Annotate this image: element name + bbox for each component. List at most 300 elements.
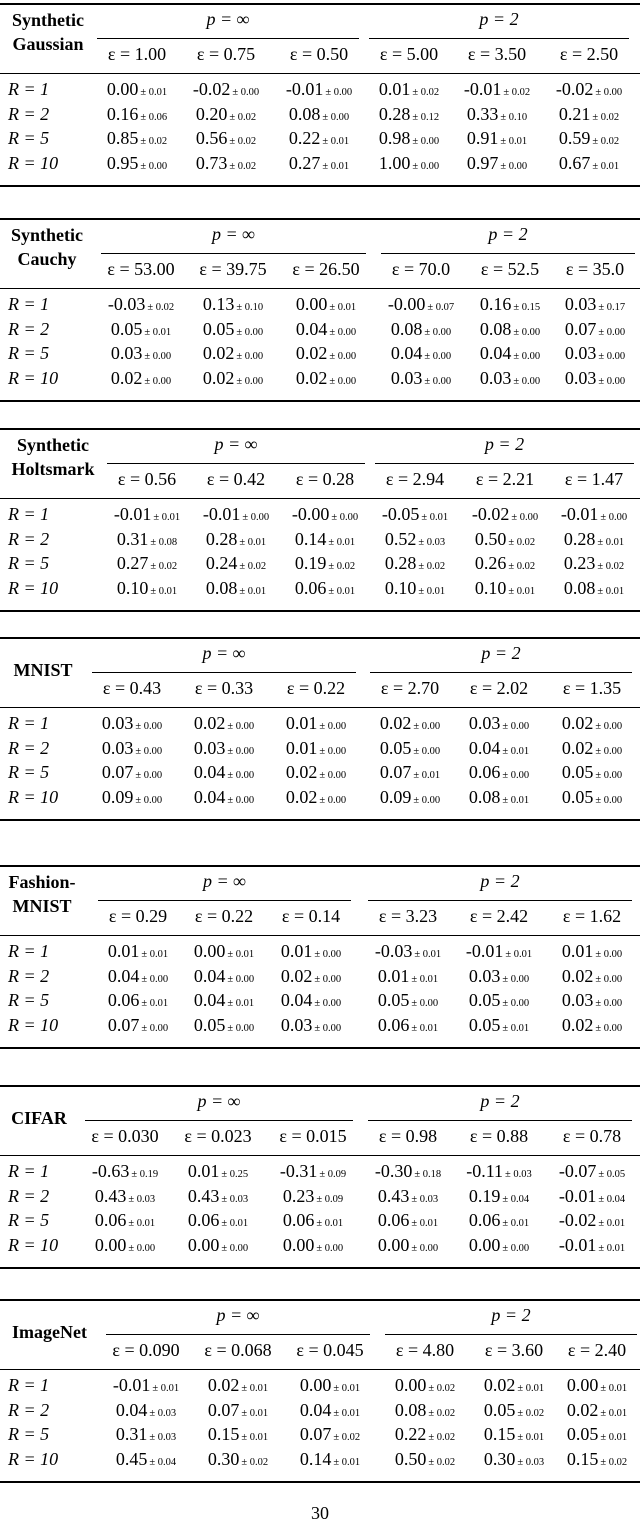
table-cell [283,1235,343,1256]
cell-mean: 0.02 [202,367,235,388]
table-cell [379,153,439,174]
cell-mean: 0.50 [394,1448,427,1469]
cell-mean: -0.07 [558,1161,597,1181]
cell-mean: -0.11 [466,1161,504,1181]
cell-mean: 0.03 [561,990,594,1010]
table-cell [108,1015,168,1036]
cell-mean: 0.02 [566,1399,599,1420]
cell-std: ± 0.15 [513,302,541,313]
table-cell [391,343,451,364]
cell-std: ± 0.01 [153,512,181,523]
cell-std: ± 0.02 [517,1407,545,1419]
cell-std: ± 0.02 [600,1456,628,1468]
cell-mean: -0.01 [112,1375,151,1395]
cell-mean: 0.05 [202,318,235,339]
cell-mean: 0.31 [116,528,149,549]
table-cell [475,553,535,574]
cell-std: ± 0.01 [316,1218,344,1229]
table-cell [469,1015,529,1036]
table-cell [188,1235,248,1256]
epsilon-header: ε = 0.22 [194,906,254,926]
cell-mean: -0.01 [558,1185,597,1206]
header-rule [0,288,640,289]
cell-mean: 0.02 [561,965,594,986]
cell-std: ± 0.04 [598,1193,626,1205]
table-cell [194,1015,254,1036]
cell-mean: 0.50 [474,528,507,549]
cell-mean: 0.05 [561,762,594,782]
table-cell [562,1015,622,1036]
table-cell [562,713,622,734]
group-rule-p-2 [381,253,635,254]
table-cell [194,990,254,1011]
cell-std: ± 0.25 [221,1169,249,1180]
cell-mean: 0.30 [483,1448,516,1469]
cell-std: ± 0.05 [598,1169,626,1180]
table-cell [467,153,527,174]
top-rule [0,218,640,220]
cell-mean: 0.00 [299,1375,332,1395]
table-cell [117,553,177,574]
table-cell [480,294,540,315]
cell-mean: 0.07 [207,1399,240,1420]
cell-std: ± 0.18 [414,1169,442,1180]
epsilon-header: ε = 0.22 [286,678,346,698]
cell-std: ± 0.01 [502,1218,530,1229]
table-cell [467,104,527,125]
table-cell [117,529,177,550]
cell-mean: 0.06 [107,990,140,1010]
cell-mean: 0.03 [110,343,143,363]
cell-mean: 0.08 [394,1399,427,1420]
table-cell [559,128,619,149]
table-cell [295,578,355,599]
table-cell [466,941,532,962]
group-rule-p-2 [368,1120,632,1121]
cell-std: ± 0.02 [597,561,625,572]
table-cell [281,1015,341,1036]
cell-std: ± 0.10 [236,302,264,313]
cell-std: ± 0.00 [600,512,628,523]
cell-std: ± 0.00 [329,326,357,338]
group-rule-p-inf [107,463,365,464]
cell-std: ± 0.03 [418,536,446,548]
cell-std: ± 0.01 [144,326,172,338]
group-rule-p-2 [369,38,629,39]
cell-std: ± 0.00 [598,326,626,338]
cell-std: ± 0.00 [236,326,264,338]
table-cell [111,319,171,340]
cell-mean: 0.05 [468,990,501,1010]
cell-std: ± 0.01 [141,949,169,960]
group-label-p-2: p = 2 [480,1091,520,1111]
cell-std: ± 0.01 [322,160,350,172]
cell-mean: -0.02 [192,79,231,99]
row-label: R = 2 [8,103,50,124]
cell-std: ± 0.01 [241,1407,269,1419]
cell-mean: 0.03 [564,343,597,363]
group-label-p-2: p = 2 [484,434,525,454]
cell-std: ± 0.00 [595,949,623,960]
table-cell [378,966,438,987]
dataset-name-line: Cauchy [17,249,77,269]
table-cell [559,1186,625,1207]
cell-std: ± 0.01 [505,949,533,960]
cell-mean: 0.04 [193,762,226,782]
table-cell [375,941,441,962]
cell-std: ± 0.00 [513,375,541,387]
table-cell [567,1400,627,1421]
table-cell [280,1161,346,1182]
cell-std: ± 0.01 [322,136,350,147]
table-cell [295,529,355,550]
cell-std: ± 0.00 [511,512,539,523]
cell-mean: 0.02 [193,713,226,733]
cell-std: ± 0.00 [595,1022,623,1034]
epsilon-header: ε = 1.35 [562,678,622,698]
cell-mean: 0.19 [294,553,327,573]
epsilon-header: ε = 70.0 [391,259,451,279]
table-cell [380,787,440,808]
table-cell [203,319,263,340]
cell-mean: 0.04 [479,343,512,363]
bottom-rule [0,1267,640,1269]
table-cell [295,553,355,574]
epsilon-header: ε = 0.78 [562,1126,622,1146]
cell-mean: 0.05 [483,1399,516,1420]
cell-std: ± 0.00 [502,973,530,985]
cell-std: ± 0.02 [333,1432,361,1443]
table-cell [378,1186,438,1207]
table-cell [102,787,162,808]
cell-std: ± 0.01 [333,1407,361,1419]
table-cell [116,1400,176,1421]
cell-std: ± 0.00 [413,745,441,757]
table-cell [567,1375,627,1396]
cell-std: ± 0.07 [427,302,455,313]
cell-mean: 0.08 [390,318,423,339]
cell-mean: 0.07 [379,762,412,782]
cell-mean: 0.52 [384,528,417,549]
cell-std: ± 0.01 [600,1383,628,1394]
cell-std: ± 0.00 [236,351,264,362]
table-cell [95,1210,155,1231]
table-cell [559,1161,625,1182]
cell-std: ± 0.00 [411,1242,439,1254]
cell-mean: -0.01 [560,504,599,524]
epsilon-header: ε = 1.62 [562,906,622,926]
cell-std: ± 0.03 [128,1193,156,1205]
table-cell [281,966,341,987]
cell-std: ± 0.00 [502,721,530,732]
cell-mean: 0.09 [379,786,412,807]
cell-mean: 0.04 [390,343,423,363]
dataset-name-line: Holtsmark [11,459,95,479]
cell-mean: 0.13 [202,294,235,314]
cell-mean: 0.02 [483,1375,516,1395]
cell-mean: 0.05 [110,318,143,339]
cell-mean: 0.56 [195,128,228,148]
group-label-p-inf: p = ∞ [214,434,258,454]
row-label: R = 2 [8,1185,50,1206]
epsilon-header: ε = 3.60 [484,1340,544,1360]
cell-mean: 0.08 [479,318,512,339]
cell-std: ± 0.00 [412,136,440,147]
cell-std: ± 0.00 [595,87,623,98]
table-cell [95,1186,155,1207]
table-cell [300,1449,360,1470]
cell-mean: 0.00 [295,294,328,314]
cell-mean: 0.22 [394,1424,427,1444]
bottom-rule [0,1047,640,1049]
cell-std: ± 0.03 [411,1193,439,1205]
cell-std: ± 0.00 [595,770,623,781]
group-rule-p-inf [98,900,351,901]
table-cell [188,1186,248,1207]
cell-std: ± 0.00 [227,721,255,732]
table-cell [206,529,266,550]
cell-mean: 0.08 [288,103,321,124]
results-table [0,428,640,614]
table-cell [466,1161,532,1182]
cell-std: ± 0.01 [411,1022,439,1034]
table-cell [281,990,341,1011]
table-cell [375,1161,441,1182]
cell-std: ± 0.03 [149,1432,177,1443]
table-cell [296,294,356,315]
cell-std: ± 0.09 [319,1169,347,1180]
cell-mean: -0.03 [374,941,413,961]
table-cell [475,529,535,550]
results-table [0,865,640,1051]
top-rule [0,637,640,639]
table-cell [196,128,256,149]
table-cell [296,343,356,364]
table-cell [395,1424,455,1445]
table-cell [567,1424,627,1445]
cell-std: ± 0.00 [329,351,357,362]
row-label: R = 1 [8,713,50,733]
dataset-name [7,433,99,481]
cell-std: ± 0.02 [229,136,257,147]
cell-std: ± 0.01 [502,1022,530,1034]
cell-mean: 0.04 [107,965,140,986]
group-label-p-2: p = 2 [479,9,519,29]
table-cell [388,294,454,315]
cell-mean: 0.03 [468,965,501,986]
table-cell [95,1235,155,1256]
cell-mean: 0.02 [379,713,412,733]
dataset-name-line: MNIST [12,896,72,916]
cell-mean: -0.01 [463,79,502,99]
cell-std: ± 0.17 [598,302,626,313]
cell-std: ± 0.01 [597,536,625,548]
dataset-name-line: CIFAR [11,1108,67,1128]
cell-std: ± 0.00 [413,794,441,806]
cell-std: ± 0.00 [412,160,440,172]
table-cell [208,1424,268,1445]
table-cell [379,104,439,125]
row-label: R = 2 [8,965,50,986]
cell-std: ± 0.01 [328,585,356,597]
table-cell [194,762,254,783]
epsilon-header: ε = 0.33 [194,678,254,698]
table-cell [469,1210,529,1231]
table-cell [102,738,162,759]
table-cell [378,1015,438,1036]
cell-mean: 0.06 [94,1210,127,1230]
cell-std: ± 0.02 [328,561,356,572]
cell-mean: 0.19 [468,1185,501,1206]
table-cell [194,713,254,734]
dataset-name [7,1320,92,1344]
epsilon-header: ε = 0.068 [204,1340,272,1360]
results-table [0,1085,640,1271]
cell-mean: 0.01 [187,1161,220,1181]
table-cell [286,762,346,783]
epsilon-header: ε = 0.50 [289,44,349,64]
table-cell [286,738,346,759]
table-cell [117,578,177,599]
table-cell [281,941,341,962]
group-rule-p-2 [375,463,634,464]
epsilon-header: ε = 53.00 [107,259,175,279]
cell-mean: 0.03 [479,367,512,388]
cell-std: ± 0.00 [314,998,342,1009]
cell-std: ± 0.03 [505,1169,532,1180]
cell-mean: 0.30 [207,1448,240,1469]
row-label: R = 10 [8,1234,59,1255]
cell-mean: 0.27 [288,152,321,173]
table-cell [469,990,529,1011]
page-number: 30 [311,1503,329,1523]
cell-mean: 1.00 [378,152,411,173]
row-label: R = 5 [8,1210,50,1230]
table-cell [380,713,440,734]
cell-mean: 0.04 [468,737,501,758]
cell-mean: -0.02 [558,1210,597,1230]
cell-mean: 0.06 [468,762,501,782]
top-rule [0,1299,640,1301]
group-rule-p-inf [106,1334,370,1335]
cell-std: ± 0.00 [413,721,441,732]
cell-std: ± 0.02 [428,1407,456,1419]
results-table [0,1299,640,1485]
cell-std: ± 0.00 [424,351,452,362]
cell-std: ± 0.09 [316,1193,344,1205]
epsilon-header: ε = 26.50 [292,259,360,279]
table-cell [107,79,167,100]
dataset-name [7,870,77,918]
row-label: R = 2 [8,528,50,549]
cell-std: ± 0.00 [314,973,342,985]
epsilon-header: ε = 4.80 [395,1340,455,1360]
table-cell [382,504,448,525]
table-cell [565,294,625,315]
cell-mean: 0.07 [107,1014,140,1035]
cell-mean: 0.04 [193,965,226,986]
epsilon-header: ε = 0.015 [279,1126,347,1146]
cell-std: ± 0.01 [598,1218,626,1229]
epsilon-header: ε = 35.0 [565,259,625,279]
epsilon-header: ε = 0.42 [206,469,266,489]
epsilon-header: ε = 0.14 [281,906,341,926]
cell-std: ± 0.01 [333,1383,361,1394]
cell-mean: 0.27 [116,553,149,573]
cell-mean: 0.02 [561,713,594,733]
group-label-p-inf: p = ∞ [203,871,246,891]
group-rule-p-inf [85,1120,353,1121]
cell-mean: 0.07 [564,318,597,339]
table-cell [107,128,167,149]
cell-mean: 0.03 [564,294,597,314]
cell-mean: 0.00 [187,1234,220,1255]
cell-mean: -0.01 [558,1234,597,1255]
cell-std: ± 0.00 [502,1242,530,1254]
cell-std: ± 0.02 [147,302,175,313]
cell-std: ± 0.02 [428,1383,456,1394]
epsilon-header: ε = 2.21 [475,469,535,489]
table-cell [286,787,346,808]
row-label: R = 10 [8,152,59,173]
epsilon-header: ε = 0.28 [295,469,355,489]
cell-mean: -0.63 [91,1161,130,1181]
cell-mean: 0.04 [193,786,226,807]
table-cell [562,787,622,808]
row-label: R = 10 [8,786,59,807]
cell-mean: 0.28 [378,103,411,124]
cell-std: ± 0.00 [314,1022,342,1034]
table-cell [108,966,168,987]
cell-mean: 0.43 [377,1185,410,1206]
cell-mean: 0.01 [285,713,318,733]
table-cell [111,368,171,389]
cell-std: ± 0.01 [421,512,449,523]
table-cell [111,343,171,364]
table-cell [92,1161,158,1182]
cell-std: ± 0.02 [229,160,257,172]
table-cell [378,1235,438,1256]
cell-std: ± 0.04 [502,1193,530,1205]
cell-mean: 0.08 [205,577,238,598]
top-rule [0,865,640,867]
table-cell [564,578,624,599]
cell-std: ± 0.19 [131,1169,159,1180]
table-cell [559,153,619,174]
cell-std: ± 0.01 [597,585,625,597]
row-label: R = 5 [8,990,50,1010]
row-label: R = 5 [8,1424,50,1444]
cell-std: ± 0.00 [135,794,163,806]
table-cell [469,738,529,759]
table-cell [565,368,625,389]
results-table [0,218,640,404]
cell-mean: 0.14 [294,528,327,549]
cell-std: ± 0.00 [513,326,541,338]
cell-mean: 0.00 [394,1375,427,1395]
cell-mean: 0.45 [115,1448,148,1469]
cell-std: ± 0.01 [592,160,620,172]
epsilon-header: ε = 0.75 [196,44,256,64]
table-cell [208,1400,268,1421]
cell-mean: 0.91 [466,128,499,148]
cell-std: ± 0.01 [333,1456,361,1468]
cell-std: ± 0.01 [508,585,536,597]
cell-mean: 0.03 [193,737,226,758]
cell-mean: 0.06 [187,1210,220,1230]
cell-mean: 0.03 [280,1014,313,1035]
dataset-name-line: ImageNet [12,1322,87,1342]
